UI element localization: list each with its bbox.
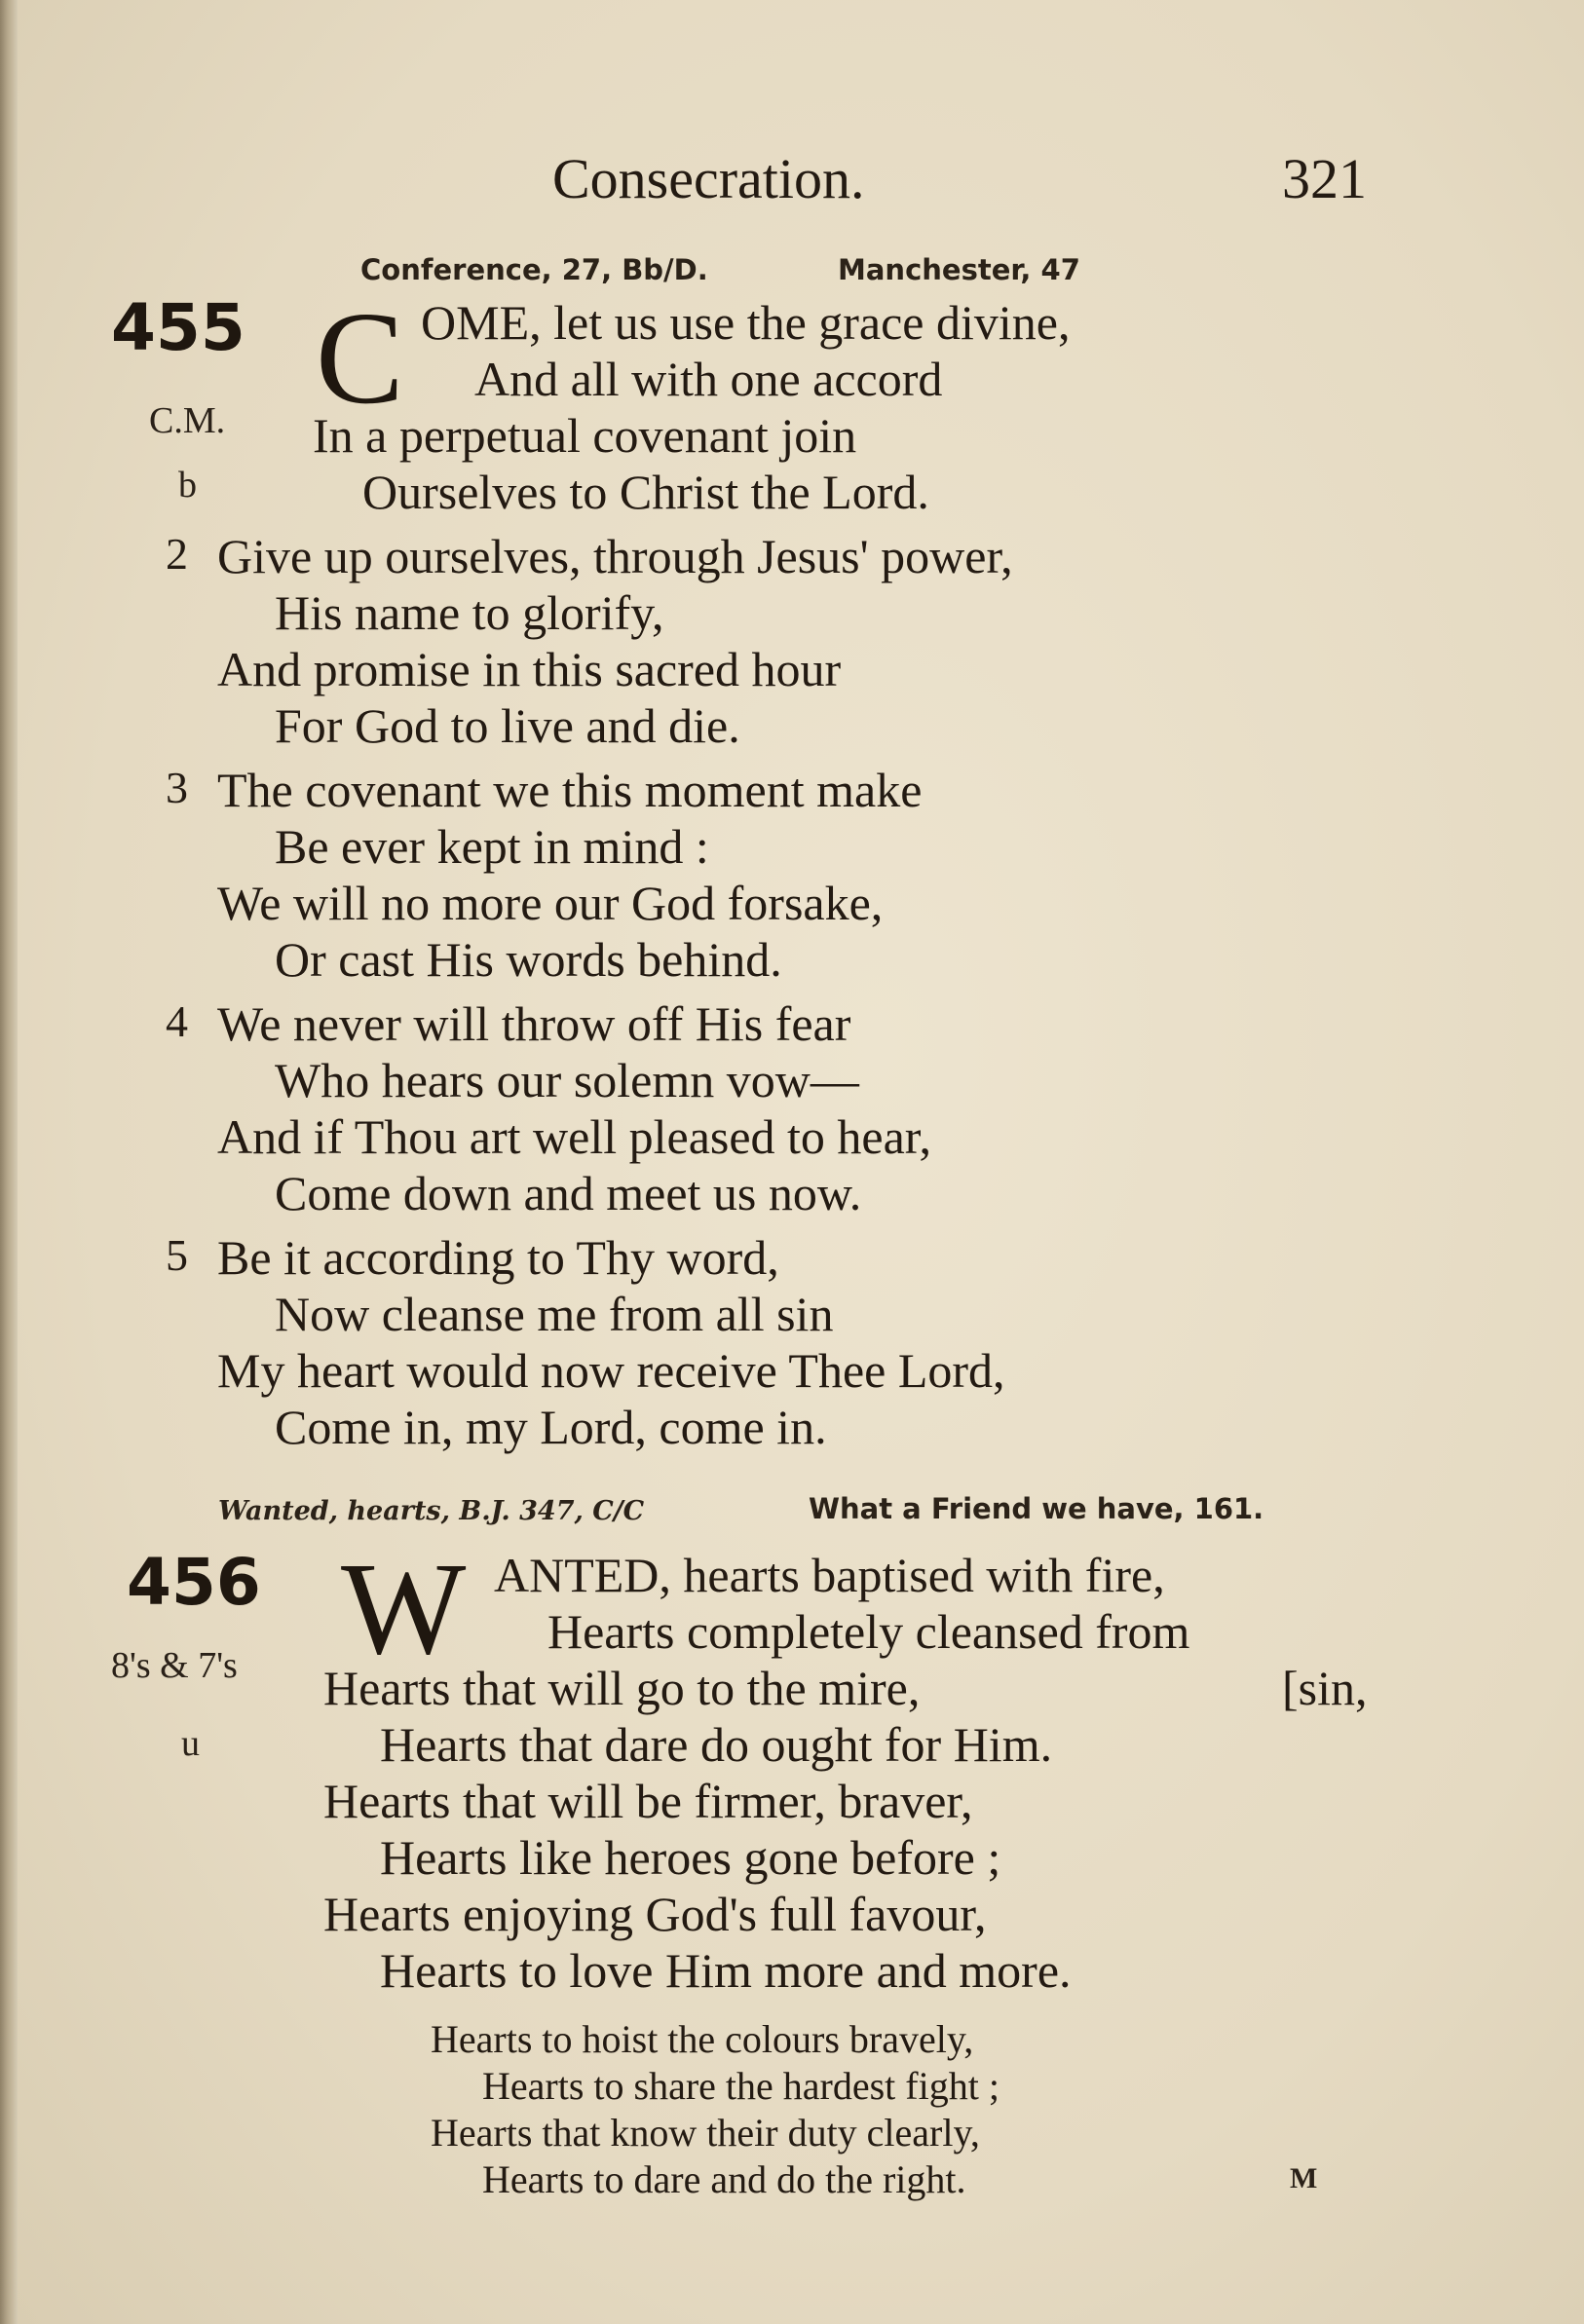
tune-reference-right: What a Friend we have, 161. <box>809 1492 1264 1525</box>
chorus-line: Hearts that know their duty clearly, <box>431 2111 980 2155</box>
verse-line: OME, let us use the grace divine, <box>421 295 1071 350</box>
hymn-key: u <box>181 1723 200 1764</box>
verse-line: Come down and meet us now. <box>275 1166 862 1220</box>
verse-line: Hearts that will be firmer, braver, <box>323 1774 973 1828</box>
tune-reference-left: Conference, 27, Bb/D. <box>360 253 708 286</box>
verse-line: For God to live and die. <box>275 698 740 753</box>
chorus-line: Hearts to share the hardest fight ; <box>482 2064 999 2108</box>
verse-number: 3 <box>166 763 188 812</box>
verse-line: Hearts completely cleansed from <box>547 1604 1190 1659</box>
verse-number: 4 <box>166 996 188 1046</box>
verse-line: My heart would now receive Thee Lord, <box>217 1343 1005 1398</box>
verse-line: His name to glorify, <box>275 585 664 640</box>
verse-line: Who hears our solemn vow— <box>275 1053 859 1107</box>
drop-cap: W <box>341 1536 467 1682</box>
verse-line: Hearts that will go to the mire, <box>323 1661 921 1715</box>
verse-line: Give up ourselves, through Jesus' power, <box>217 529 1013 583</box>
verse-line: And if Thou art well pleased to hear, <box>217 1109 931 1164</box>
verse-line: Ourselves to Christ the Lord. <box>362 465 929 519</box>
page-number: 321 <box>1282 147 1367 210</box>
verse-number: 2 <box>166 529 188 579</box>
chorus-line: Hearts to dare and do the right. <box>482 2157 966 2201</box>
hymn-number: 456 <box>127 1545 261 1620</box>
verse-line: Hearts that dare do ought for Him. <box>380 1717 1053 1772</box>
page-title: Consecration. <box>552 147 865 210</box>
verse-line: The covenant we this moment make <box>217 763 923 817</box>
chorus-line: Hearts to hoist the colours bravely, <box>431 2017 974 2061</box>
hymn-meter: C.M. <box>149 400 226 441</box>
verse-line: Be ever kept in mind : <box>275 819 709 874</box>
verse-line: And promise in this sacred hour <box>217 642 842 696</box>
hymn-key: b <box>178 465 197 506</box>
verse-line: And all with one accord <box>474 352 943 406</box>
verse-line: Come in, my Lord, come in. <box>275 1400 827 1454</box>
verse-line: We never will throw off His fear <box>217 996 851 1051</box>
hymn-number: 455 <box>111 290 245 365</box>
verse-line: Now cleanse me from all sin <box>275 1287 834 1341</box>
tune-reference-right: Manchester, 47 <box>838 253 1080 286</box>
verse-line: Hearts to love Him more and more. <box>380 1943 1072 1998</box>
verse-line: Hearts like heroes gone before ; <box>380 1830 1001 1885</box>
verse-line: ANTED, hearts baptised with fire, <box>494 1548 1165 1602</box>
drop-cap: C <box>316 285 404 431</box>
verse-line: Or cast His words behind. <box>275 932 782 987</box>
printer-mark: M <box>1290 2162 1318 2194</box>
verse-line: Be it according to Thy word, <box>217 1230 779 1285</box>
verse-line: Hearts enjoying God's full favour, <box>323 1887 987 1941</box>
hymn-meter: 8's & 7's <box>111 1645 238 1686</box>
book-page <box>18 0 1584 2324</box>
verse-line: We will no more our God forsake, <box>217 876 884 930</box>
verse-number: 5 <box>166 1230 188 1280</box>
turnover-word: [sin, <box>1282 1661 1368 1715</box>
verse-line: In a perpetual covenant join <box>313 408 857 463</box>
tune-reference-left: Wanted, hearts, B.J. 347, C/C <box>218 1496 645 1526</box>
book-spine-edge <box>0 0 18 2324</box>
